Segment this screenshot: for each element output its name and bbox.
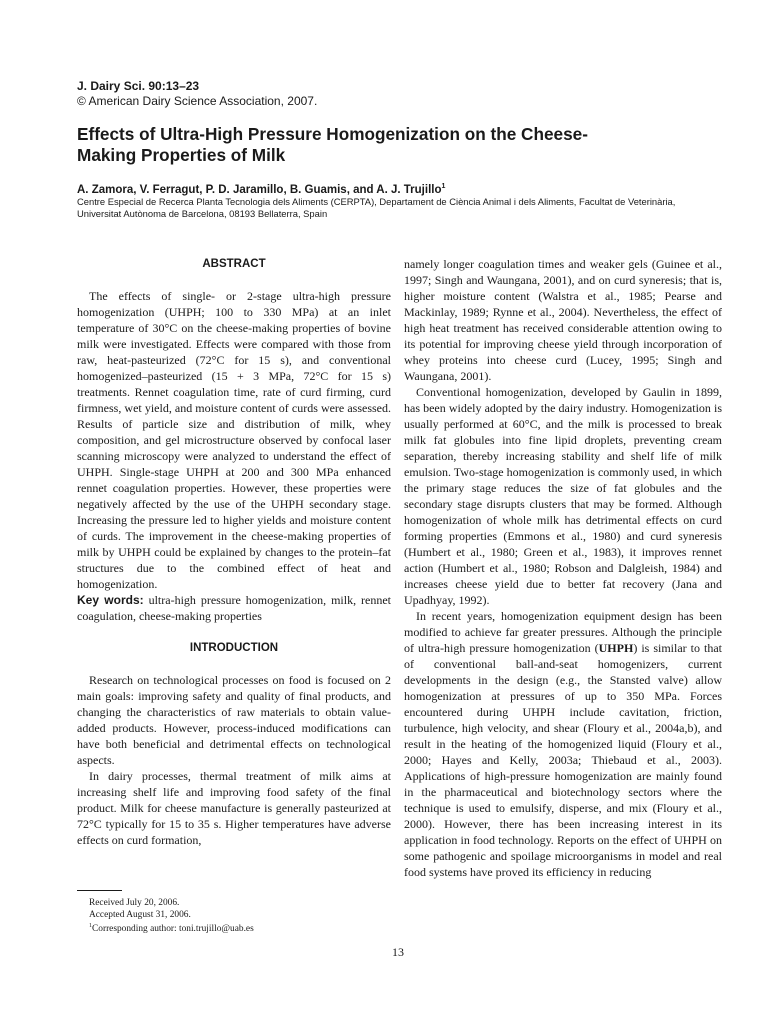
- author-footnote-marker: 1: [441, 183, 446, 190]
- intro-paragraph-1: Research on technological processes on food is focused on 2 main goals: improving safety and quality of final products, and changing the characteristics of raw materials to obtain value-added products. However, process-induced modifications can have both beneficial and detrimental effects on technological aspects.: [77, 673, 391, 767]
- abstract-text: The effects of single- or 2-stage ultra-high pressure homogenization (UHPH; 100 to 330 MPa) at an inlet temperature of 30°C on the cheese-making properties of bovine milk were investigated. Effects were compared with those from raw, heat-pasteurized (72°C for 15 s), and conventional homogenized–pasteurized (15 + 3 MPa, 72°C for 15 s) treatments. Rennet coagulation time, rate of curd firming, curd firmness, wet yield, and moisture content of curds were assessed. Results of particle size and distribution of milk, whey composition, and gel microstructure observed by confocal laser scanning microscopy were analyzed to understand the effect of UHPH. Single-stage UHPH at 200 and 300 MPa enhanced rennet coagulation properties. However, these properties were negatively affected by the use of the UHPH secondary stage. Increasing the pressure led to higher yields and moisture content of curds. The improvement in the cheese-making properties of milk by UHPH could be explained by changes to the protein–fat structures due to the combined effect of heat and homogenization.: [77, 289, 391, 591]
- copyright-notice: © American Dairy Science Association, 2007.: [77, 94, 318, 108]
- p3-rest: ) is similar to that of conventional ball-and-seat homogenizers, current developments in the design (e.g., the Stansted valve) allow homogenization at pressures of up to 350 MPa. Forces encountered during UHPH include cavitation, friction, turbulence, high velocity, and shear (Floury et al., 2004a,b), and result in the heating of the homogenized liquid (Floury et al., 2000; Hayes and Kelly, 2003a; Thiebaud et al., 2003). Applications of high-pressure homogenization are mainly found in the pharmaceutical and biotechnology sectors where the technique is used to emulsify, disperse, and mix (Floury et al., 2000). However, there has been increasing interest in its application in food technology. Reports on the effect of UHPH on some pathogenic and spoilage microorganisms in model and real food systems have proved its efficiency in reducing: [404, 641, 722, 879]
- right-paragraph-2: Conventional homogenization, developed by Gaulin in 1899, has been widely adopted by the dairy industry. Homogenization is usually performed at 60°C, and the milk is processed to break milk fat globules into fine lipid droplets, preventing cream separation, thereby increasing stability and shelf life of milk emulsion. Two-stage homogenization is commonly used, in which the primary stage reduces the size of fat globules and the secondary stage disrupts clusters that may be formed. Although homogenization of whole milk has detrimental effects on curd forming properties (Emmons et al., 1980) and curd syneresis (Humbert et al., 1980; Green et al., 1983), it improves rennet action (Humbert et al., 1980; Robson and Dalgleish, 1984) and increases cheese yield due to better fat recovery (Jana and Upadhyay, 1992).: [404, 385, 722, 607]
- keywords-text: ultra-high pressure homogenization, milk, rennet coagulation, cheese-making properties: [77, 593, 391, 623]
- affiliation: Centre Especial de Recerca Planta Tecnologia dels Aliments (CERPTA), Departament de Ciència Animal i dels Aliments, Facultat de Veterinària, Universitat Autònoma de Barcelona, 08193 Bellaterra, Spain: [77, 196, 676, 219]
- keywords-label: Key words:: [77, 593, 144, 607]
- corresponding-author: [89, 921, 254, 936]
- right-paragraph-1: namely longer coagulation times and weaker gels (Guinee et al., 1997; Singh and Waungana, 2001), and on curd syneresis; that is, higher moisture content (Walstra et al., 1985; Pearse and Mackinlay, 1989; Rynne et al., 2004). Nevertheless, the effect of high heat treatment has received considerable attention owing to its potential for improving cheese yield through incorporation of whey proteins into cheese curd (Lucey, 1995; Singh and Waungana, 2001).: [404, 257, 722, 383]
- right-paragraph-3: [404, 608, 722, 880]
- page-number: 13: [392, 945, 404, 959]
- footnote-divider: [77, 890, 122, 891]
- accepted-date: Accepted August 31, 2006.: [89, 909, 191, 920]
- introduction-heading: INTRODUCTION: [189, 642, 279, 654]
- corresponding-marker: 1: [89, 923, 92, 930]
- journal-citation: J. Dairy Sci. 90:13–23: [77, 79, 200, 93]
- received-date: Received July 20, 2006.: [89, 898, 180, 908]
- intro-paragraph-2: In dairy processes, thermal treatment of milk aims at increasing shelf life and improving food safety of the final product. Milk for cheese manufacture is generally pasteurized at 72°C typically for 15 to 35 s. Higher temperatures have adverse effects on curd formation,: [77, 769, 391, 847]
- left-column: [77, 256, 391, 848]
- abstract-heading: ABSTRACT: [202, 258, 266, 270]
- keywords: [77, 592, 391, 624]
- author-list: [77, 180, 445, 197]
- paper-title: Effects of Ultra-High Pressure Homogenization on the Cheese-Making Properties of Milk: [77, 124, 588, 165]
- footnotes: [89, 898, 254, 936]
- p3-start: In recent years, homogenization equipment design has been modified to achieve far greater pressures. Although the principle of ultra-high pressure homogenization (: [404, 609, 722, 655]
- uhph-abbreviation: UHPH: [598, 641, 634, 655]
- corresponding-text: Corresponding author: toni.trujillo@uab.es: [92, 924, 254, 935]
- right-column: [404, 256, 722, 880]
- author-names: A. Zamora, V. Ferragut, P. D. Jaramillo, B. Guamis, and A. J. Trujillo: [77, 184, 442, 196]
